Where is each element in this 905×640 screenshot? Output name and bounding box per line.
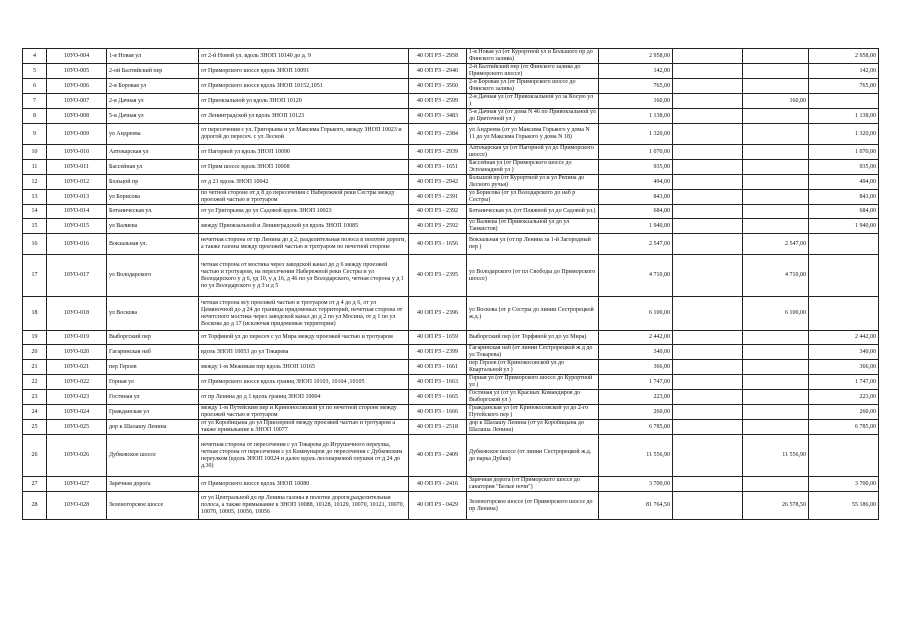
category-1-area <box>673 255 743 297</box>
category-2-area <box>743 109 809 124</box>
street-name: 2-я Дачная ул <box>107 94 199 109</box>
object-code: 10УО-018 <box>47 297 107 331</box>
category-1-area <box>673 49 743 64</box>
road-name: Большой пр (от Курортной ул и ул Репина до Лесного ручья) <box>467 175 599 190</box>
object-code: 10УО-026 <box>47 435 107 477</box>
road-name: ул Андреева (от ул Максима Горького у дома N 11 до ул Максима Горького у дома N 18) <box>467 124 599 145</box>
category-2-area <box>743 360 809 375</box>
category-3-area <box>809 297 879 331</box>
road-name: 2-я Боровая ул (от Приморского шоссе до Финского залива) <box>467 79 599 94</box>
category-2-area <box>743 420 809 435</box>
row-number: 18 <box>23 297 47 331</box>
total-area: 3 700,00 <box>599 477 673 492</box>
road-id: 40 ОП РЗ - 2384 <box>409 124 467 145</box>
object-code: 10УО-025 <box>47 420 107 435</box>
street-name: 1-я Новая ул <box>107 49 199 64</box>
table-row <box>23 175 879 190</box>
street-name: Аптекарская ул <box>107 145 199 160</box>
category-3-area: 1 747,00 <box>809 375 879 390</box>
object-code: 10УО-021 <box>47 360 107 375</box>
category-3-area <box>809 234 879 255</box>
row-number: 8 <box>23 109 47 124</box>
category-2-area <box>743 190 809 205</box>
category-1-area <box>673 492 743 520</box>
total-area: 935,00 <box>599 160 673 175</box>
location-description: от 2-й Новой ул. вдоль ЗНОП 10140 до д. 9 <box>199 49 409 64</box>
total-area: 81 764,50 <box>599 492 673 520</box>
road-name: Вокзальная ул (от пр Ленина за 1-й Загородный пер ) <box>467 234 599 255</box>
location-description: от Ленинградской ул вдоль ЗНОП 10123 <box>199 109 409 124</box>
total-area: 1 747,00 <box>599 375 673 390</box>
location-description: четная сторона от мостика через заводской канал до д 6 между проезжей частью и тротуаром, на пересечении Набережной реки Сестры и ул Володарского у д 6, уд 10, у д 16, д 46 по ул Володарского, четная сторона у д 1 по ул Володарского у д 3 и д 5 <box>199 255 409 297</box>
category-1-area <box>673 477 743 492</box>
row-number: 27 <box>23 477 47 492</box>
road-id: 40 ОП РЗ - 1651 <box>409 160 467 175</box>
total-area: 684,00 <box>599 205 673 219</box>
road-id: 40 ОП РЗ - 3483 <box>409 109 467 124</box>
category-2-area <box>743 64 809 79</box>
row-number: 5 <box>23 64 47 79</box>
table-row <box>23 219 879 234</box>
category-1-area <box>673 375 743 390</box>
table-row <box>23 297 879 331</box>
category-1-area <box>673 94 743 109</box>
road-name: дор к Шалашу Ленина (от ул Коробицына до Шалаша Ленина) <box>467 420 599 435</box>
row-number: 16 <box>23 234 47 255</box>
road-id: 40 ОП РЗ - 3560 <box>409 79 467 94</box>
road-id: 40 ОП РЗ - 2395 <box>409 255 467 297</box>
row-number: 21 <box>23 360 47 375</box>
category-2-area <box>743 124 809 145</box>
total-area: 1 070,00 <box>599 145 673 160</box>
location-description: от Прим шоссе вдоль ЗНОП 10008 <box>199 160 409 175</box>
category-3-area: 366,00 <box>809 360 879 375</box>
total-area: 160,00 <box>599 94 673 109</box>
register-body <box>23 49 879 520</box>
object-code: 10УО-010 <box>47 145 107 160</box>
total-area: 843,00 <box>599 190 673 205</box>
road-name: Горная ул (от Приморского шоссе до Курортной ул ) <box>467 375 599 390</box>
table-row <box>23 360 879 375</box>
row-number: 20 <box>23 345 47 360</box>
row-number: 28 <box>23 492 47 520</box>
category-3-area: 340,00 <box>809 345 879 360</box>
category-1-area <box>673 420 743 435</box>
category-3-area: 843,00 <box>809 190 879 205</box>
location-description: от пересечения с ул. Григорьева и ул Максима Горького, между ЗНОП 10023 и дорогой до пересеч. с ул Лесной <box>199 124 409 145</box>
table-row <box>23 331 879 345</box>
location-description: от ул Коробицына до ул Приозерной между проезжей частью и тротуаром а также примыкание к ЗНОП 10077 <box>199 420 409 435</box>
row-number: 12 <box>23 175 47 190</box>
location-description: от Торфяной ул до пересеч с ул Мира между проезжей частью и тротуаром <box>199 331 409 345</box>
total-area: 2 547,00 <box>599 234 673 255</box>
register-table <box>22 48 879 520</box>
location-description: нечетная сторона от пересечения с ул Токарева до Игрушечного переулка, четная сторона от пересечения с ул Коммунаров до пересечения с Дубковским переулком (вдоль ЗНОП 10024 и далее вдоль лесопарковой опушки от д 24 до д.30) <box>199 435 409 477</box>
object-code: 10УО-009 <box>47 124 107 145</box>
total-area: 6 100,00 <box>599 297 673 331</box>
total-area: 366,00 <box>599 360 673 375</box>
category-1-area <box>673 145 743 160</box>
location-description: вдоль ЗНОП 10053 до ул Токарева <box>199 345 409 360</box>
category-3-area: 1 070,00 <box>809 145 879 160</box>
category-3-area: 684,00 <box>809 205 879 219</box>
object-code: 10УО-016 <box>47 234 107 255</box>
category-1-area <box>673 234 743 255</box>
location-description: между 1-м Путейским пер и Криноносовской ул по нечетной стороне между проезжей частью и тротуаром <box>199 405 409 420</box>
road-id: 40 ОП РЗ - 2942 <box>409 175 467 190</box>
table-row <box>23 190 879 205</box>
category-3-area: 6 785,00 <box>809 420 879 435</box>
category-2-area <box>743 219 809 234</box>
location-description: между 1-м Межевым пер вдоль ЗНОП 10165 <box>199 360 409 375</box>
table-row <box>23 49 879 64</box>
table-row <box>23 345 879 360</box>
road-id: 40 ОП РЗ - 1666 <box>409 405 467 420</box>
location-description: от Приморского шоссе вдоль ЗНОП 10152,1051 <box>199 79 409 94</box>
category-1-area <box>673 345 743 360</box>
category-3-area: 2 958,00 <box>809 49 879 64</box>
street-name: ул Валиева <box>107 219 199 234</box>
road-name: Ботаническая ул. (от Пляжной ул до Садовой ул.) <box>467 205 599 219</box>
road-name: пер Героев (от Кринокосовской ул до Квартальной ул ) <box>467 360 599 375</box>
table-row <box>23 435 879 477</box>
location-description: между Приокзальной и Ленинградской ул вдоль ЗНОП 10085 <box>199 219 409 234</box>
total-area: 2 442,00 <box>599 331 673 345</box>
object-code: 10УО-019 <box>47 331 107 345</box>
total-area: 765,00 <box>599 79 673 94</box>
object-code: 10УО-012 <box>47 175 107 190</box>
object-code: 10УО-013 <box>47 190 107 205</box>
street-name: Гостиная ул <box>107 390 199 405</box>
location-description: по четной стороне от д 8 до пересечения с Набережной реки Сестры между проезжей частью и тротуаром <box>199 190 409 205</box>
category-2-area: 26 578,50 <box>743 492 809 520</box>
road-id: 40 ОП РЗ - 2592 <box>409 219 467 234</box>
category-1-area <box>673 205 743 219</box>
object-code: 10УО-023 <box>47 390 107 405</box>
road-name: ул Воскова (от р Сестры до линии Сестрорецкой ж.д.) <box>467 297 599 331</box>
road-name: Зеленогорское шоссе (от Приморского шоссе до пр Ленина) <box>467 492 599 520</box>
row-number: 26 <box>23 435 47 477</box>
category-1-area <box>673 109 743 124</box>
category-1-area <box>673 64 743 79</box>
object-code: 10УО-022 <box>47 375 107 390</box>
category-2-area <box>743 79 809 94</box>
location-description: от Приморского шоссе вдоль границ ЗНОП 10103, 10104 ,10105 <box>199 375 409 390</box>
street-name: пер Героев <box>107 360 199 375</box>
location-description: от Приморского шоссе вдоль ЗНОП 10091 <box>199 64 409 79</box>
object-code: 10УО-007 <box>47 94 107 109</box>
road-id: 40 ОП РЗ - 2396 <box>409 297 467 331</box>
road-id: 40 ОП РЗ - 2958 <box>409 49 467 64</box>
category-2-area <box>743 405 809 420</box>
location-description: от Нагорной ул вдоль ЗНОП 10090 <box>199 145 409 160</box>
road-id: 40 ОП РЗ - 2399 <box>409 345 467 360</box>
object-code: 10УО-011 <box>47 160 107 175</box>
table-row <box>23 234 879 255</box>
category-2-area <box>743 160 809 175</box>
row-number: 6 <box>23 79 47 94</box>
category-1-area <box>673 160 743 175</box>
road-id: 40 ОП РЗ - 1656 <box>409 234 467 255</box>
table-row <box>23 94 879 109</box>
category-3-area <box>809 435 879 477</box>
road-name: ул Володарского (от пл Свободы до Приморского шоссе) <box>467 255 599 297</box>
road-id: 40 ОП РЗ - 2392 <box>409 205 467 219</box>
road-id: 40 ОП РЗ - 1665 <box>409 390 467 405</box>
location-description: от ул Григорьева до ул Садовой вдоль ЗНОП 10023 <box>199 205 409 219</box>
street-name: Бассейная ул <box>107 160 199 175</box>
total-area: 4 710,00 <box>599 255 673 297</box>
row-number: 17 <box>23 255 47 297</box>
street-name: Гагаринская наб <box>107 345 199 360</box>
category-3-area <box>809 94 879 109</box>
category-3-area: 1 940,00 <box>809 219 879 234</box>
table-row <box>23 124 879 145</box>
total-area: 494,00 <box>599 175 673 190</box>
road-name: 2-й Балтийский пер (от Финского залива до Приморского шоссе) <box>467 64 599 79</box>
object-code: 10УО-028 <box>47 492 107 520</box>
road-id: 40 ОП РЗ - 1659 <box>409 331 467 345</box>
table-row <box>23 420 879 435</box>
row-number: 24 <box>23 405 47 420</box>
category-2-area <box>743 390 809 405</box>
location-description: от Приокзальной ул вдоль ЗНОП 10120 <box>199 94 409 109</box>
category-2-area: 160,00 <box>743 94 809 109</box>
row-number: 25 <box>23 420 47 435</box>
category-1-area <box>673 405 743 420</box>
category-3-area: 1 320,00 <box>809 124 879 145</box>
street-name: 5-я Дачная ул <box>107 109 199 124</box>
road-name: ул Валиева (от Привокзальной ул до ул Танкистов) <box>467 219 599 234</box>
road-name: 5-я Дачная ул (от дома N 46 по Привокзальной ул до Цветочной ул ) <box>467 109 599 124</box>
street-name: Заречная дорога <box>107 477 199 492</box>
street-name: ул Володарского <box>107 255 199 297</box>
table-row <box>23 64 879 79</box>
location-description: от д 21 вдоль ЗНОП 10042 <box>199 175 409 190</box>
row-number: 15 <box>23 219 47 234</box>
street-name: Ботаническая ул. <box>107 205 199 219</box>
road-id: 40 ОП РЗ - 2391 <box>409 190 467 205</box>
category-1-area <box>673 219 743 234</box>
total-area: 2 958,00 <box>599 49 673 64</box>
street-name: 2-я Боровая ул <box>107 79 199 94</box>
row-number: 22 <box>23 375 47 390</box>
row-number: 10 <box>23 145 47 160</box>
category-2-area <box>743 375 809 390</box>
street-name: ул Андреева <box>107 124 199 145</box>
table-row <box>23 492 879 520</box>
road-id: 40 ОП РЗ - 2939 <box>409 145 467 160</box>
street-name: Дубковское шоссе <box>107 435 199 477</box>
object-code: 10УО-024 <box>47 405 107 420</box>
category-3-area: 55 186,00 <box>809 492 879 520</box>
road-name: ул Борисова (от ул Володарского до наб р Сестры) <box>467 190 599 205</box>
category-2-area <box>743 477 809 492</box>
category-2-area: 4 710,00 <box>743 255 809 297</box>
object-code: 10УО-020 <box>47 345 107 360</box>
road-id: 40 ОП РЗ - 2518 <box>409 420 467 435</box>
category-1-area <box>673 390 743 405</box>
street-name: Горная ул <box>107 375 199 390</box>
category-3-area: 3 700,00 <box>809 477 879 492</box>
street-name: 2-ой Балтийский пер <box>107 64 199 79</box>
category-2-area: 11 556,90 <box>743 435 809 477</box>
category-3-area: 223,00 <box>809 390 879 405</box>
row-number: 14 <box>23 205 47 219</box>
road-id: 40 ОП РЗ - 2940 <box>409 64 467 79</box>
category-1-area <box>673 79 743 94</box>
row-number: 9 <box>23 124 47 145</box>
road-name: Гагаринская наб (от линии Сестрорецкой ж д до ул Токарева) <box>467 345 599 360</box>
street-name: ул Борисова <box>107 190 199 205</box>
total-area: 11 556,90 <box>599 435 673 477</box>
street-name: Зеленогорское шоссе <box>107 492 199 520</box>
road-name: 1-я Новая ул (от Курортной ул и Большого пр до Финского залива) <box>467 49 599 64</box>
category-1-area <box>673 124 743 145</box>
category-2-area <box>743 345 809 360</box>
street-name: Гражданская ул <box>107 405 199 420</box>
road-id: 40 ОП РЗ - 2599 <box>409 94 467 109</box>
category-2-area <box>743 175 809 190</box>
category-3-area: 260,00 <box>809 405 879 420</box>
road-id: 40 ОП РЗ - 1661 <box>409 360 467 375</box>
object-code: 10УО-014 <box>47 205 107 219</box>
table-row <box>23 477 879 492</box>
category-2-area <box>743 145 809 160</box>
table-row <box>23 255 879 297</box>
category-2-area: 6 100,00 <box>743 297 809 331</box>
street-name: Вокзальная ул. <box>107 234 199 255</box>
category-1-area <box>673 331 743 345</box>
road-id: 40 ОП РЗ - 2416 <box>409 477 467 492</box>
category-1-area <box>673 297 743 331</box>
table-row <box>23 145 879 160</box>
total-area: 6 785,00 <box>599 420 673 435</box>
table-row <box>23 160 879 175</box>
street-name: Выборгский пер <box>107 331 199 345</box>
category-3-area: 765,00 <box>809 79 879 94</box>
category-3-area: 2 442,00 <box>809 331 879 345</box>
object-code: 10УО-015 <box>47 219 107 234</box>
table-row <box>23 109 879 124</box>
category-2-area <box>743 331 809 345</box>
category-3-area: 142,00 <box>809 64 879 79</box>
total-area: 260,00 <box>599 405 673 420</box>
row-number: 19 <box>23 331 47 345</box>
table-row <box>23 79 879 94</box>
row-number: 13 <box>23 190 47 205</box>
road-name: Аптекарская ул (от Нагорной ул до Приморского шоссе) <box>467 145 599 160</box>
object-code: 10УО-005 <box>47 64 107 79</box>
category-1-area <box>673 360 743 375</box>
category-1-area <box>673 190 743 205</box>
object-code: 10УО-017 <box>47 255 107 297</box>
road-id: 40 ОП РЗ - 0429 <box>409 492 467 520</box>
road-name: Заречная дорога (от Приморского шоссе до санатория "Белые ночи") <box>467 477 599 492</box>
category-3-area: 1 138,00 <box>809 109 879 124</box>
row-number: 23 <box>23 390 47 405</box>
road-name: 2-я Дачная ул (от Привокзальной ул за Косую ул ) <box>467 94 599 109</box>
total-area: 223,00 <box>599 390 673 405</box>
row-number: 4 <box>23 49 47 64</box>
object-code: 10УО-027 <box>47 477 107 492</box>
location-description: четная сторона м/у проезжей частью и тротуаром от д 4 до д 6, от ул Цемяночной до д 24 до границы придомовых территорий, нечетная сторона от нечетсного мостика через заводской канал до д 2 по ул Мосина, от д 1 по ул Воскова до д 17 (исключая придомовые территории) <box>199 297 409 331</box>
street-name: ул Воскова <box>107 297 199 331</box>
category-2-area: 2 547,00 <box>743 234 809 255</box>
table-row <box>23 405 879 420</box>
object-code: 10УО-006 <box>47 79 107 94</box>
location-description: нечетная сторона от пр Ленина до д 2, разделительная полоса в полотне дороги, а также газоны между проезжей частью и тротуаром по нечетной стороне <box>199 234 409 255</box>
street-name: дор к Шалашу Ленина <box>107 420 199 435</box>
row-number: 11 <box>23 160 47 175</box>
object-code: 10УО-008 <box>47 109 107 124</box>
total-area: 1 320,00 <box>599 124 673 145</box>
road-name: Выборгский пер (от Торфяной ул до ул Мира) <box>467 331 599 345</box>
street-name: Больцой пр <box>107 175 199 190</box>
road-name: Гражданская ул (от Кринокосовской ул до 2-го Путейского пер ) <box>467 405 599 420</box>
category-1-area <box>673 435 743 477</box>
category-3-area: 494,00 <box>809 175 879 190</box>
total-area: 1 138,00 <box>599 109 673 124</box>
row-number: 7 <box>23 94 47 109</box>
category-1-area <box>673 175 743 190</box>
road-name: Бассейная ул (от Приморского шоссе до Эспланадной ул ) <box>467 160 599 175</box>
category-2-area <box>743 205 809 219</box>
road-id: 40 ОП РЗ - 2409 <box>409 435 467 477</box>
object-code: 10УО-004 <box>47 49 107 64</box>
location-description: от Приморского шоссе вдоль ЗНОП 10080 <box>199 477 409 492</box>
location-description: от ул Центральной до пр Ленина газоны в полотне дороги,разделительная полоса, а также примыкание к ЗНОП 10088, 10128, 10129, 10070, 10121, 10070, 10070, 10005, 10056, 10056 <box>199 492 409 520</box>
category-2-area <box>743 49 809 64</box>
table-row <box>23 375 879 390</box>
table-row <box>23 390 879 405</box>
location-description: от пр Ленина до д 1 вдоль границ ЗНОП 10004 <box>199 390 409 405</box>
road-id: 40 ОП РЗ - 1663 <box>409 375 467 390</box>
road-name: Дубковское шоссе (от линии Сестрорецкой ж.д. до парка Дубки) <box>467 435 599 477</box>
road-name: Гостиная ул (от ул Красных Командиров до Выборгской ул ) <box>467 390 599 405</box>
category-3-area: 935,00 <box>809 160 879 175</box>
total-area: 340,00 <box>599 345 673 360</box>
table-row <box>23 205 879 219</box>
total-area: 1 940,00 <box>599 219 673 234</box>
category-3-area <box>809 255 879 297</box>
total-area: 142,00 <box>599 64 673 79</box>
